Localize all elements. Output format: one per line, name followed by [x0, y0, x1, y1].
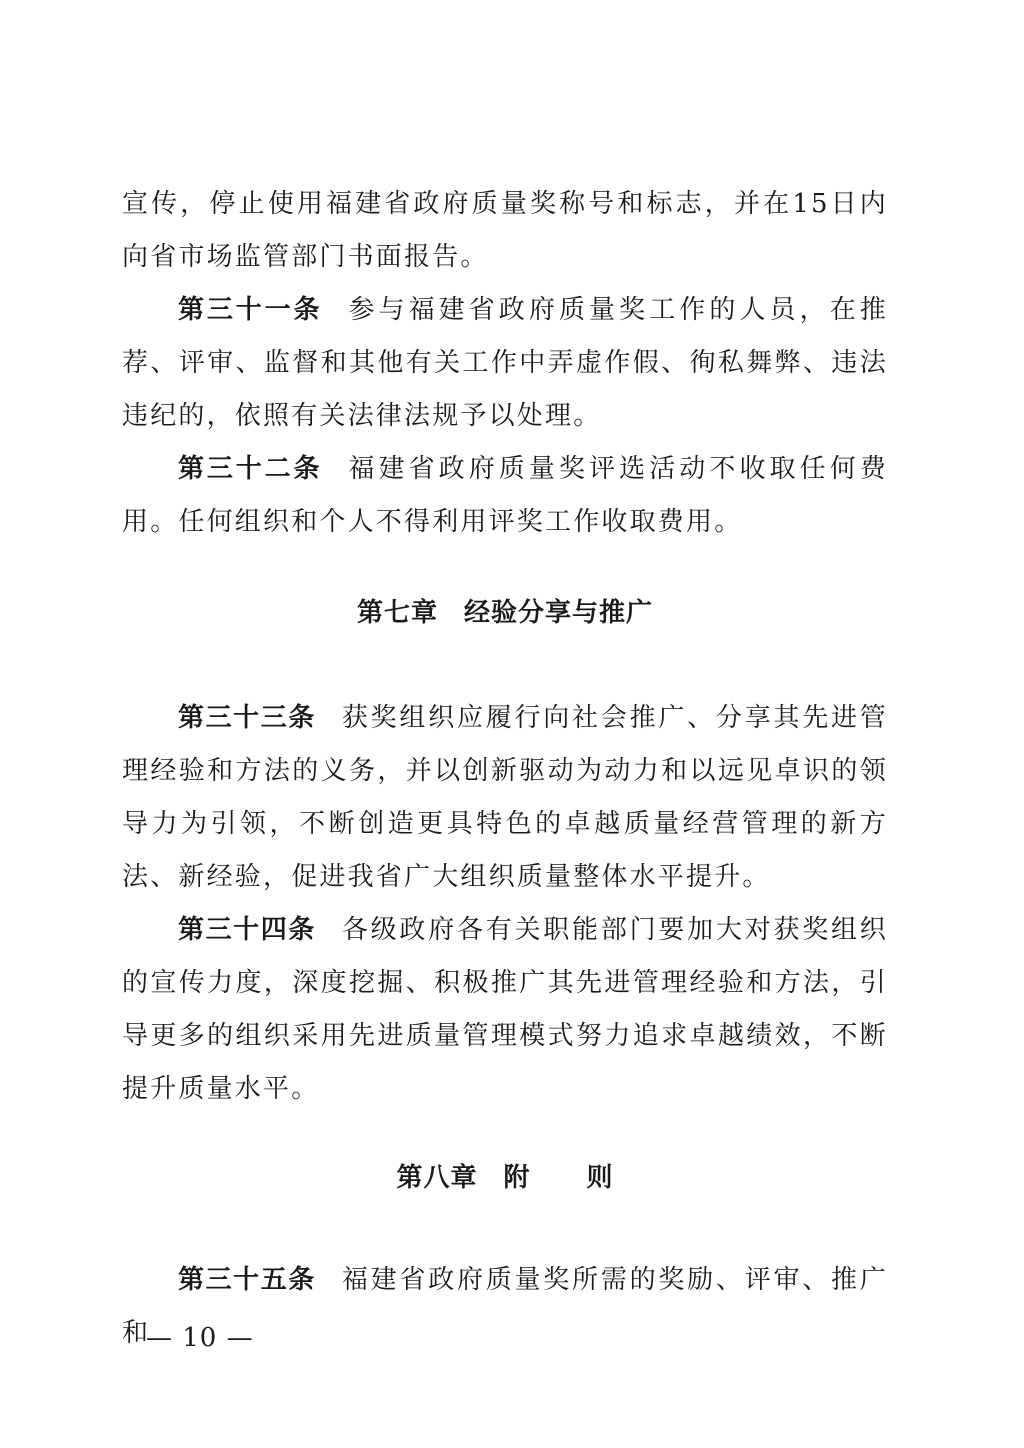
article-32-text: 福建省政府质量奖评选活动不收取任何费用。任何组织和个人不得利用评奖工作收取费用。 — [122, 454, 888, 537]
continued-paragraph-text: 宣传，停止使用福建省政府质量奖称号和标志，并在15日内向省市场监管部门书面报告。 — [122, 189, 888, 272]
article-33 — [122, 692, 888, 904]
chapter-8-title-first: 附 — [503, 1163, 531, 1193]
article-32 — [122, 443, 888, 549]
articles-block-1 — [122, 178, 888, 549]
article-33-number: 第三十三条 — [178, 703, 316, 733]
chapter-8-heading — [122, 1152, 888, 1205]
article-33-text: 获奖组织应履行向社会推广、分享其先进管理经验和方法的义务，并以创新驱动为动力和以远见卓识的领导力为引领，不断创造更具特色的卓越质量经营管理的新方法、新经验，促进我省广大组织质量整体水平提升。 — [122, 703, 888, 892]
article-31-number: 第三十一条 — [178, 295, 323, 325]
article-35-text: 福建省政府质量奖所需的奖励、评审、推广和 — [122, 1265, 888, 1348]
continued-paragraph — [122, 178, 888, 284]
chapter-7-label: 第七章 — [356, 598, 438, 628]
page-number: — 10 — — [146, 1323, 254, 1353]
article-31 — [122, 284, 888, 443]
article-34-text: 各级政府各有关职能部门要加大对获奖组织的宣传力度，深度挖掘、积极推广其先进管理经验和方法，引导更多的组织采用先进质量管理模式努力追求卓越绩效，不断提升质量水平。 — [122, 915, 888, 1104]
chapter-7-title: 经验分享与推广 — [464, 598, 654, 628]
articles-block-2 — [122, 692, 888, 1116]
article-34 — [122, 904, 888, 1116]
chapter-8-title-second: 则 — [586, 1163, 614, 1193]
chapter-7-heading — [122, 587, 888, 640]
article-35-number: 第三十五条 — [178, 1265, 316, 1295]
article-31-text: 参与福建省政府质量奖工作的人员，在推荐、评审、监督和其他有关工作中弄虚作假、徇私舞弊、违法违纪的，依照有关法律法规予以处理。 — [122, 295, 888, 431]
article-32-number: 第三十二条 — [178, 454, 323, 484]
article-34-number: 第三十四条 — [178, 915, 316, 945]
chapter-8-label: 第八章 — [396, 1163, 478, 1193]
